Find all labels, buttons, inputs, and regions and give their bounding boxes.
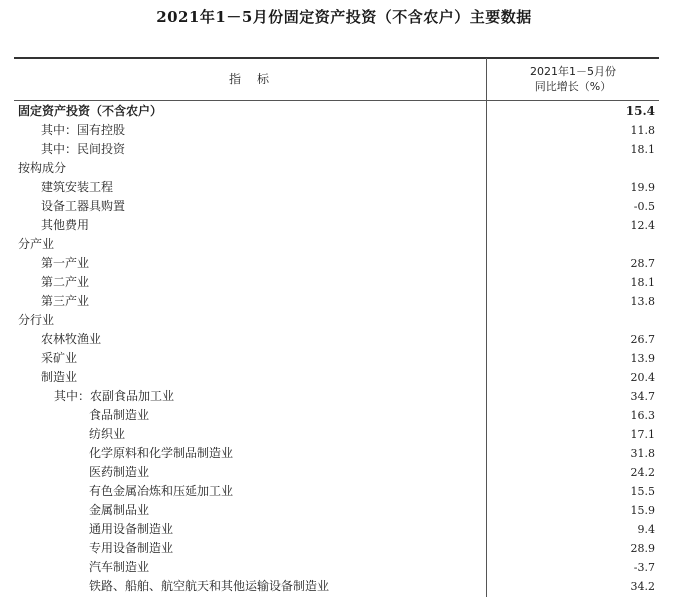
row-growth-value: 34.7	[630, 390, 655, 403]
table-row	[0, 292, 688, 311]
table-body	[0, 102, 688, 596]
row-indicator-label: 农林牧渔业	[41, 332, 102, 346]
table-header-rule	[14, 100, 659, 101]
row-growth-value: 15.9	[630, 504, 655, 517]
row-indicator-label: 第三产业	[41, 294, 90, 308]
table-row	[0, 140, 688, 159]
row-indicator-label: 有色金属冶炼和压延加工业	[89, 484, 234, 498]
row-growth-value: 24.2	[630, 466, 655, 479]
row-growth-value: 9.4	[637, 523, 655, 536]
table-row	[0, 159, 688, 178]
table-row	[0, 235, 688, 254]
row-growth-value: 18.1	[630, 276, 655, 289]
row-indicator-label: 其中：国有控股	[41, 123, 126, 137]
row-indicator-label: 分产业	[18, 237, 55, 251]
table-row	[0, 330, 688, 349]
row-growth-value: 28.7	[630, 257, 655, 270]
row-indicator-label: 医药制造业	[89, 465, 150, 479]
row-indicator-label: 其他费用	[41, 218, 90, 232]
table-row	[0, 216, 688, 235]
row-growth-value: -0.5	[633, 200, 655, 213]
row-growth-value: 13.8	[630, 295, 655, 308]
row-indicator-label: 采矿业	[41, 351, 78, 365]
table-row	[0, 406, 688, 425]
row-growth-value: -3.7	[633, 561, 655, 574]
row-indicator-label: 固定资产投资（不含农户）	[18, 104, 163, 118]
table-row	[0, 444, 688, 463]
row-indicator-label: 金属制品业	[89, 503, 150, 517]
row-indicator-label: 其中：农副食品加工业	[54, 389, 175, 403]
table-row	[0, 368, 688, 387]
table-row	[0, 482, 688, 501]
table-row	[0, 178, 688, 197]
page-title: 2021年1－5月份固定资产投资（不含农户）主要数据	[156, 8, 532, 26]
table-row	[0, 539, 688, 558]
row-indicator-label: 设备工器具购置	[41, 199, 126, 213]
row-growth-value: 18.1	[630, 143, 655, 156]
table-row	[0, 254, 688, 273]
row-growth-value: 31.8	[630, 447, 655, 460]
indicator-column-header: 指 标	[228, 72, 271, 86]
row-indicator-label: 铁路、船舶、航空航天和其他运输设备制造业	[89, 579, 330, 593]
row-growth-value: 19.9	[630, 181, 655, 194]
table-row	[0, 463, 688, 482]
row-growth-value: 12.4	[630, 219, 655, 232]
row-indicator-label: 制造业	[41, 370, 78, 384]
row-growth-value: 16.3	[630, 409, 655, 422]
table-row	[0, 577, 688, 596]
table-row	[0, 425, 688, 444]
row-growth-value: 20.4	[630, 371, 655, 384]
row-indicator-label: 第一产业	[41, 256, 90, 270]
row-growth-value: 34.2	[630, 580, 655, 593]
row-indicator-label: 食品制造业	[89, 408, 150, 422]
table-row	[0, 520, 688, 539]
row-indicator-label: 建筑安装工程	[41, 180, 114, 194]
row-growth-value: 28.9	[630, 542, 655, 555]
table-row	[0, 501, 688, 520]
row-indicator-label: 第二产业	[41, 275, 90, 289]
table-row	[0, 311, 688, 330]
table-row	[0, 121, 688, 140]
table-top-rule	[14, 57, 659, 59]
table-row	[0, 197, 688, 216]
row-growth-value: 15.5	[630, 485, 655, 498]
row-growth-value: 17.1	[630, 428, 655, 441]
row-indicator-label: 汽车制造业	[89, 560, 150, 574]
row-indicator-label: 专用设备制造业	[89, 541, 174, 555]
table-row	[0, 273, 688, 292]
row-indicator-label: 分行业	[18, 313, 55, 327]
row-indicator-label: 其中：民间投资	[41, 142, 126, 156]
table-row	[0, 558, 688, 577]
value-column-header-growth: 同比增长（%）	[534, 80, 612, 93]
row-indicator-label: 化学原料和化学制品制造业	[89, 446, 234, 460]
row-growth-value: 15.4	[625, 104, 655, 118]
table-row	[0, 387, 688, 406]
row-indicator-label: 通用设备制造业	[89, 522, 174, 536]
value-column-header-period: 2021年1－5月份	[530, 65, 616, 78]
row-indicator-label: 纺织业	[89, 427, 126, 441]
table-row	[0, 102, 688, 121]
row-growth-value: 13.9	[630, 352, 655, 365]
row-indicator-label: 按构成分	[18, 161, 67, 175]
row-growth-value: 11.8	[630, 124, 655, 137]
table-row	[0, 349, 688, 368]
row-growth-value: 26.7	[630, 333, 655, 346]
